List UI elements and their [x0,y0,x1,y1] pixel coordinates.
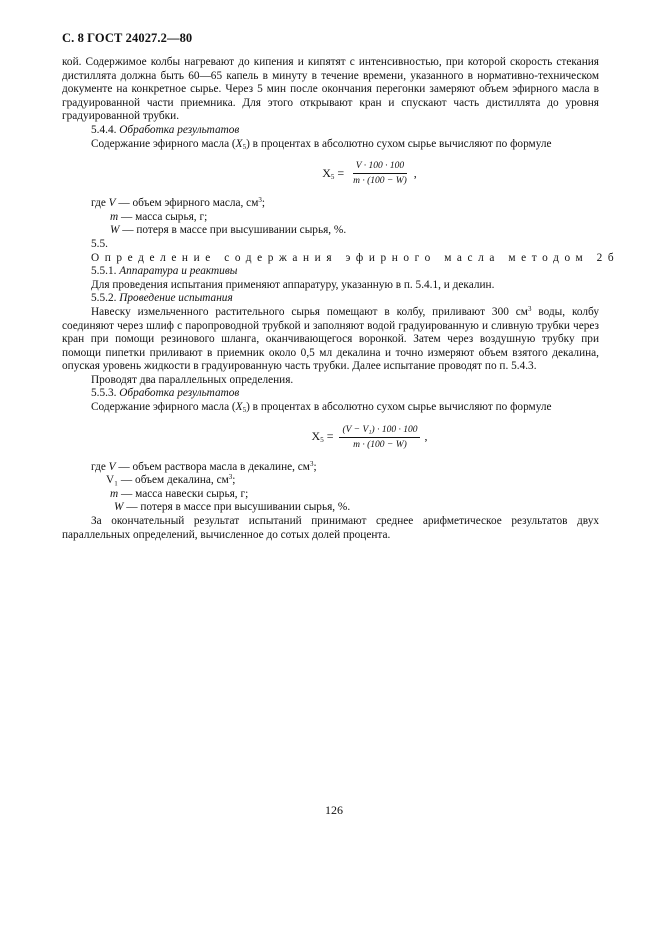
paragraph-procedure: Навеску измельченного растительного сырья помещают в колбу, приливают 300 $см^3$ воды, колбу соединяют через шлиф с паропроводной трубкой и заполняют водой градуированную и сливную трубки через кран при помощи резинового шланга, оканчивающегося воронкой. Затем через воздушную трубку при помощи пипетки приливают в приемник около 0,5 мл декалина и точно измеряют объем взятого декалина, опуская уровень жидкости в градуированную часть трубки. Далее испытание проводят по п. 5.4.3. [62,304,599,373]
legend-item: W — потеря в массе при высушивании сырья, %. [110,224,347,237]
legend-item: V₁ — объем декалина, $см^3$; [106,473,236,487]
formula-intro-2: Содержание эфирного масла $(X_5)$ в процентах в абсолютно сухом сырье вычисляют по формуле [91,401,552,415]
legend-item: W — потеря в массе при высушивании сырья, %. [114,501,351,514]
formula-2-numerator: (V − V₁) · 100 · 100 [339,424,420,438]
section-heading-5-5-3: 5.5.3. Обработка результатов [91,387,240,400]
formula-intro-1: Содержание эфирного масла $(X_5)$ в процентах в абсолютно сухом сырье вычисляют по формуле [91,137,552,151]
formula-2-denominator: m · (100 − W) [353,439,407,450]
legend-item: m — масса сырья, г; [110,210,208,223]
formula-1-numerator: V · 100 · 100 [353,160,407,174]
legend-item: m — масса навески сырья, г; [110,487,249,500]
formula-1: $X_5$ = $\frac{V \cdot 100 \cdot 100}{m \cdot (100 - W)}$ , [322,161,417,187]
paragraph-final-result: За окончательный результат испытаний принимают среднее арифметическое результатов двух параллельных определений, вычисленное до сотых долей процента. [62,515,599,541]
paragraph-parallel: Проводят два параллельных определения. [91,373,294,386]
page-header: С. 8 ГОСТ 24027.2—80 [62,31,193,45]
section-heading-5-5-1: 5.5.1. Аппаратура и реактивы [91,265,238,278]
legend-item: где V — объем эфирного масла, $см^3$; [91,196,265,210]
section-heading-5-5: 5.5. Определение содержания эфирного масла методом 2б [91,237,620,264]
section-heading-5-5-2: 5.5.2. Проведение испытания [91,292,233,305]
document-body [62,56,620,542]
paragraph-apparatus: Для проведения испытания применяют аппаратуру, указанную в п. 5.4.1, и декалин. [91,278,495,291]
page-number: 126 [325,803,343,817]
formula-2: $X_5$ = $\frac{\text{(V − V₁) · 100 · 100}}{m \cdot (100 - W)}$ , [311,424,428,450]
legend-item: где V — объем раствора масла в декалине, $см^3$; [91,459,317,473]
formula-1-denominator: m · (100 − W) [353,176,407,187]
section-heading-5-4-4: 5.4.4. Обработка результатов [91,123,240,136]
paragraph-continuation: кой. Содержимое колбы нагревают до кипения и кипятят с интенсивностью, при которой скорость стекания дистиллята должна быть 60—65 капель в минуту в течение времени, указанного в нормативно-техническом документе на конкретное сырье. Через 5 мин после окончания перегонки замеряют объем эфирного масла в градуированной части приемника. Для этого открывают кран и спускают часть дистиллята до уровня градуированной трубки. [62,56,599,123]
